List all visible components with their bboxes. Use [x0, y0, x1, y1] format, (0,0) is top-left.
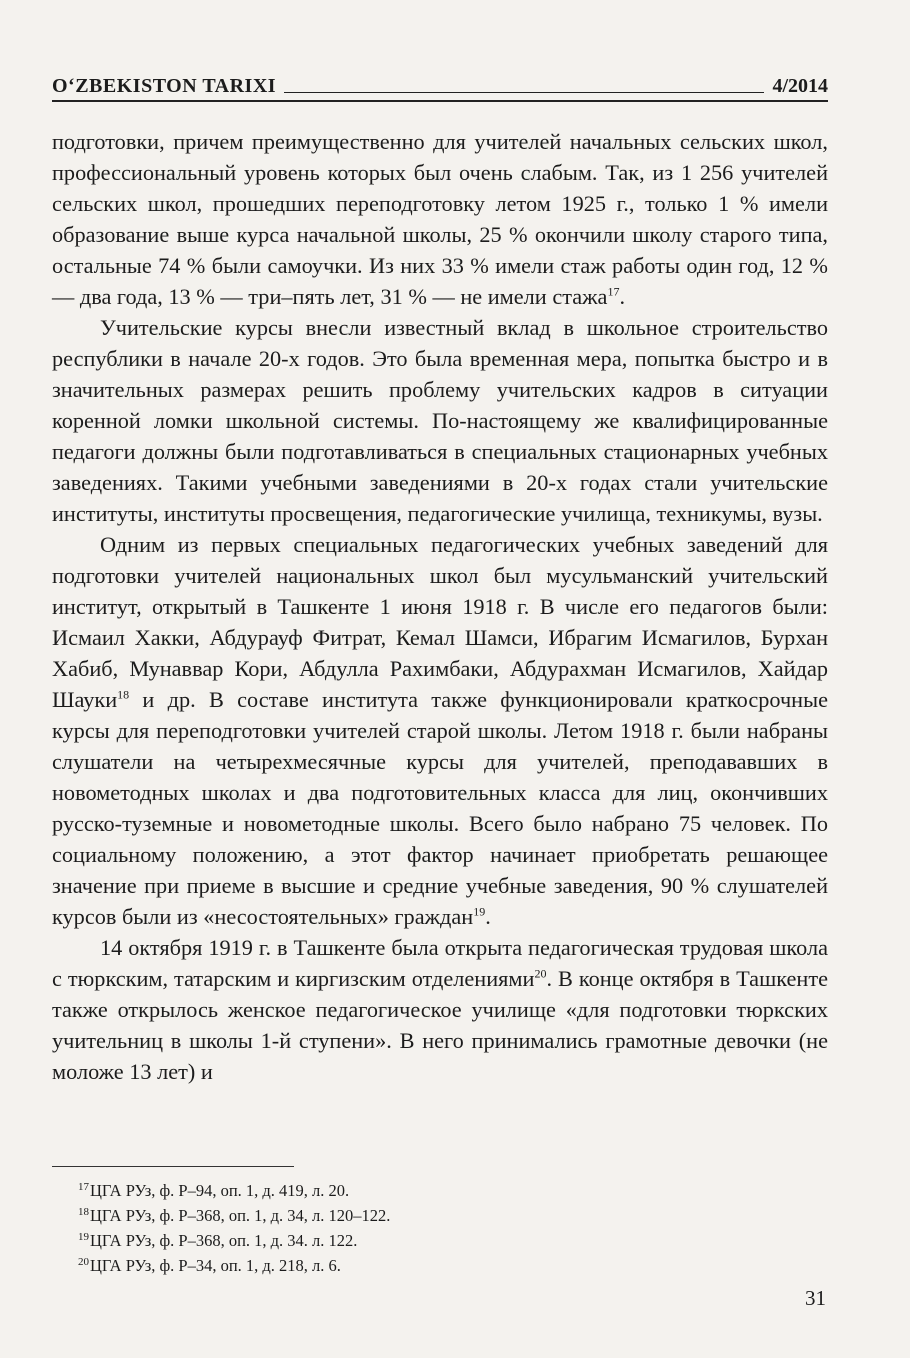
footnotes: [78, 1178, 778, 1278]
paragraph-1-tail: .: [619, 284, 626, 309]
paragraph-1: [52, 126, 828, 312]
running-header: [52, 68, 828, 98]
issue-number: 4/2014: [772, 75, 828, 97]
paragraph-2-text: Учительские курсы внесли известный вклад в школьное строительство республики в начале 20-х годов. Это была временная мера, попытка быстро и в значительных размерах решить проблему учительских кадров в ситуации коренной ломки школьной системы. По-настоящему же квалифицированные педагоги должны были подготавливаться в специальных стационарных учебных заведениях. Такими учебными заведениями в 20-х годах стали учительские институты, институты просвещения, педагогические училища, техникумы, вузы.: [52, 315, 828, 526]
footnote-separator: [52, 1166, 294, 1167]
paragraph-3-end: .: [485, 904, 491, 929]
footnote-ref-19[interactable]: 19: [473, 904, 486, 919]
footnote-ref-20[interactable]: 20: [534, 966, 547, 981]
footnote-item: [78, 1203, 778, 1228]
header-leader-line: [284, 91, 764, 93]
footnote-ref-18[interactable]: 18: [117, 687, 130, 702]
footnote-text: ЦГА РУз, ф. Р–94, оп. 1, д. 419, л. 20.: [90, 1181, 350, 1200]
paragraph-3: [52, 529, 828, 932]
paragraph-1-text: подготовки, причем преимущественно для учителей начальных сельских школ, профессиональный уровень которых был очень слабым. Так, из 1 256 учителей сельских школ, прошедших переподготовку летом 1925 г., только 1 % имели образование выше курса начальной школы, 25 % окончили школу старого типа, остальные 74 % были самоучки. Из них 33 % имели стаж работы один год, 12 % — два года, 13 % — три–пять лет, 31 % — не имели стажа: [52, 129, 828, 309]
header-rule: [52, 100, 828, 102]
footnote-item: [78, 1253, 778, 1278]
footnote-text: ЦГА РУз, ф. Р–368, оп. 1, д. 34. л. 122.: [90, 1231, 358, 1250]
page-number: 31: [805, 1286, 826, 1310]
paragraph-4-text: 14 октября 1919 г. в Ташкенте была открыта педагогическая трудовая школа с тюркским, татарским и киргизским отделениями: [52, 935, 828, 991]
journal-title: O‘ZBEKISTON TARIXI: [52, 75, 277, 97]
paragraph-2: [52, 312, 828, 529]
paragraph-3-tail: и др. В составе института также функционировали краткосрочные курсы для переподготовки учителей старой школы. Летом 1918 г. были набраны слушатели на четырехмесячные курсы для учителей, преподававших в новометодных школах и два подготовительных класса для лиц, окончивших русско-туземные и новометодные школы. Всего было набрано 75 человек. По социальному положению, а этот фактор начинает приобретать решающее значение при приеме в высшие и средние учебные заведения, 90 % слушателей курсов были из «несостоятельных» граждан: [52, 687, 828, 929]
paragraph-4-tail: . В конце октября в Ташкенте также открылось женское педагогическое училище «для подготовки тюркских учительниц в школы 1-й ступени». В него принимались грамотные девочки (не моложе 13 лет) и: [52, 966, 828, 1084]
paragraph-4: [52, 932, 828, 1087]
footnote-text: ЦГА РУз, ф. Р–368, оп. 1, д. 34, л. 120–122.: [90, 1206, 391, 1225]
footnote-item: [78, 1178, 778, 1203]
footnote-ref-17[interactable]: 17: [607, 284, 620, 299]
footnote-number: 18: [78, 1205, 89, 1218]
footnote-text: ЦГА РУз, ф. Р–34, оп. 1, д. 218, л. 6.: [90, 1256, 341, 1275]
footnote-number: 17: [78, 1180, 89, 1193]
footnote-item: [78, 1228, 778, 1253]
paragraph-3-text: Одним из первых специальных педагогических учебных заведений для подготовки учителей национальных школ был мусульманский учительский институт, открытый в Ташкенте 1 июня 1918 г. В числе его педагогов были: Исмаил Хакки, Абдурауф Фитрат, Кемал Шамси, Ибрагим Исмагилов, Бурхан Хабиб, Мунаввар Кори, Абдулла Рахимбаки, Абдурахман Исмагилов, Хайдар Шауки: [52, 532, 828, 712]
footnote-number: 19: [78, 1230, 89, 1243]
body-text: [52, 126, 828, 1087]
footnote-number: 20: [78, 1255, 89, 1268]
